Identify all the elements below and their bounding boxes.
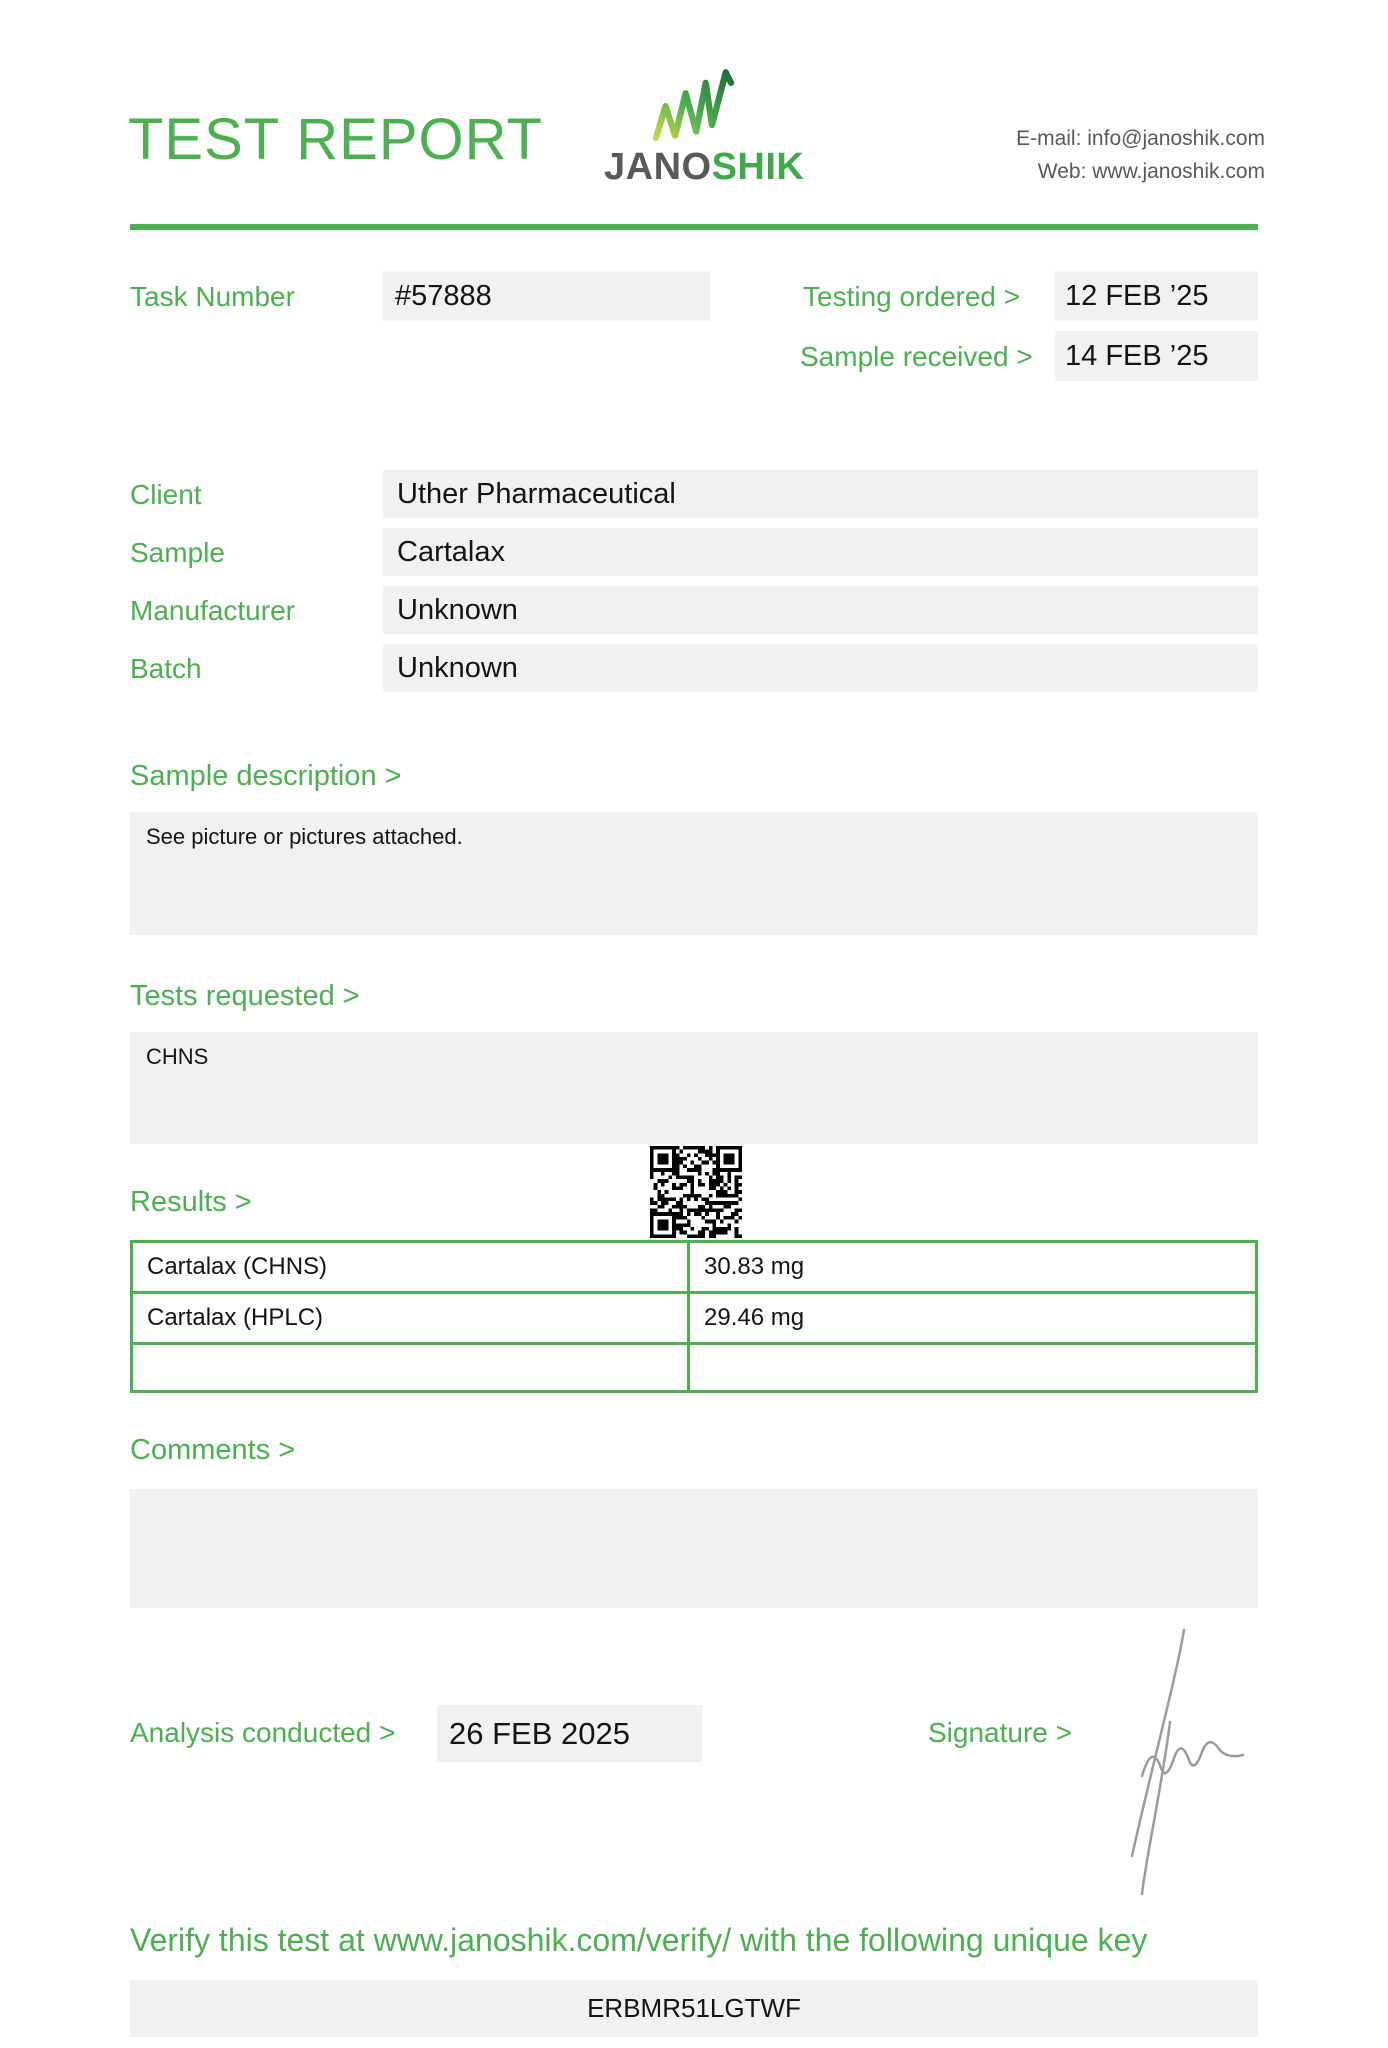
unique-key-value: ERBMR51LGTWF [130,1980,1258,2037]
batch-label: Batch [130,653,202,684]
verify-text: Verify this test at www.janoshik.com/verify/ with the following unique key [130,1922,1148,1958]
sample-value: Cartalax [383,528,1258,576]
contact-email: E-mail: info@janoshik.com [1016,127,1265,150]
logo-text-jano: JANO [604,146,712,188]
sample-label: Sample [130,537,225,568]
manufacturer-value: Unknown [383,586,1258,634]
result-row [133,1294,1255,1345]
result-name-cell [133,1345,690,1390]
results-table [130,1240,1258,1393]
result-row [133,1345,1255,1390]
result-row [133,1243,1255,1294]
results-heading: Results > [130,1186,252,1218]
analysis-date-value: 26 FEB 2025 [437,1705,702,1762]
signature-label: Signature > [928,1717,1072,1748]
comments-box [130,1489,1258,1608]
tests-requested-heading: Tests requested > [130,980,360,1012]
result-name-cell: Cartalax (CHNS) [133,1243,690,1291]
logo-chart-icon [650,66,736,142]
task-number-value: #57888 [383,271,710,321]
tests-requested-box: CHNS [130,1032,1258,1144]
client-value: Uther Pharmaceutical [383,470,1258,518]
comments-heading: Comments > [130,1434,296,1466]
logo-wordmark [604,146,804,189]
testing-ordered-label: Testing ordered > [803,281,1021,312]
qr-code [650,1146,742,1238]
result-value-cell: 29.46 mg [704,1304,805,1331]
result-name-cell: Cartalax (HPLC) [133,1294,690,1342]
analysis-conducted-label: Analysis conducted > [130,1717,396,1748]
sample-received-label: Sample received > [800,341,1033,372]
manufacturer-label: Manufacturer [130,595,295,626]
result-value-cell: 30.83 mg [704,1253,805,1280]
contact-web: Web: www.janoshik.com [1037,160,1265,183]
testing-ordered-value: 12 FEB ’25 [1055,271,1258,321]
sample-description-heading: Sample description > [130,760,402,792]
sample-description-box: See picture or pictures attached. [130,812,1258,935]
logo-text-shik: SHIK [711,146,805,188]
result-value-cell [690,1345,1255,1390]
signature-image [1118,1626,1288,1900]
client-label: Client [130,479,202,510]
batch-value: Unknown [383,644,1258,692]
task-number-label: Task Number [130,281,295,312]
sample-received-value: 14 FEB ’25 [1055,331,1258,381]
header-divider [130,224,1258,230]
contact-block [1016,122,1265,188]
page-title: TEST REPORT [128,107,543,172]
